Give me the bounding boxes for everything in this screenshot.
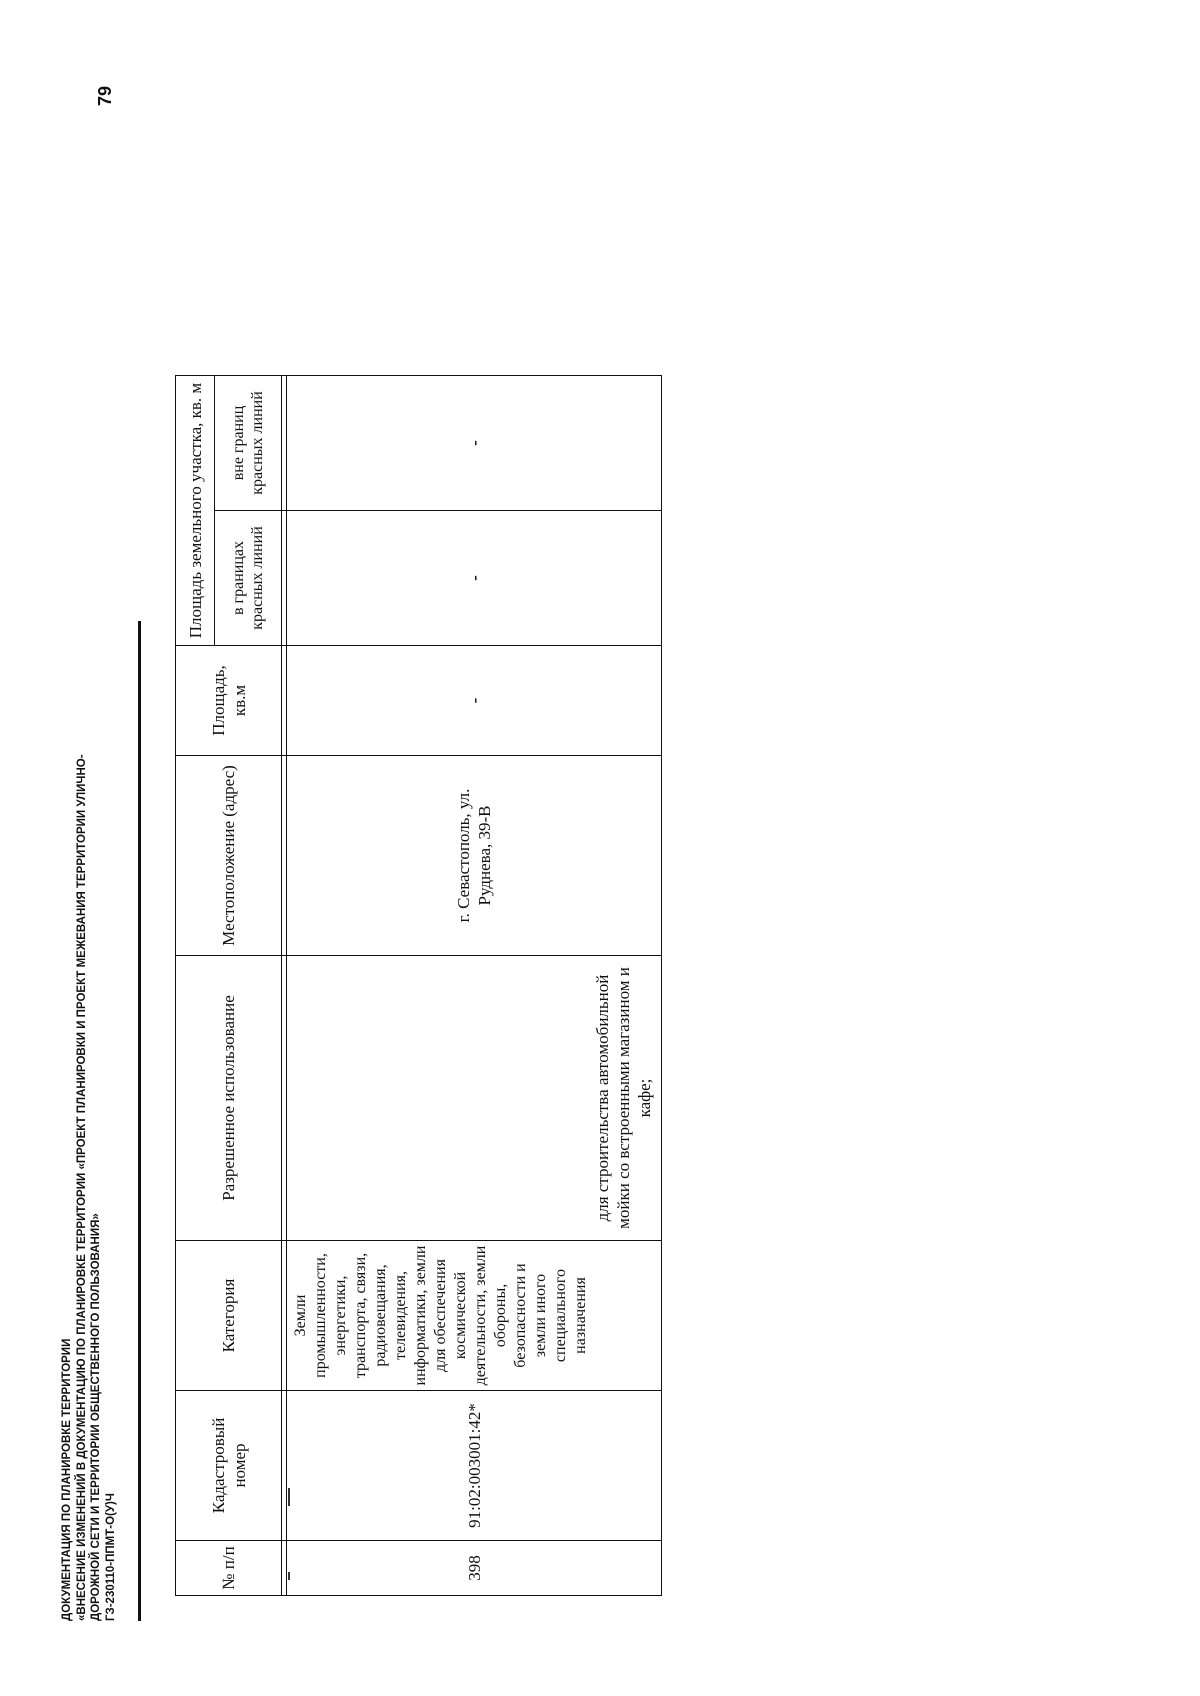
row-num: 398 — [287, 1541, 662, 1596]
land-plots-table — [175, 375, 662, 1596]
header-permitted-use: Разрешенное использование — [176, 956, 282, 1241]
header-plot-area: Площадь земельного участка, кв. м — [176, 376, 215, 646]
page-number: 79 — [95, 85, 115, 106]
scan-artifact — [288, 1488, 290, 1506]
row-permitted-use: для строительства автомобильной мойки со встроенными магазином и кафе; — [287, 956, 662, 1241]
header-num: № п/п — [176, 1541, 282, 1596]
header-area: Площадь, кв.м — [176, 646, 282, 756]
row-outside-red-lines: - — [287, 376, 662, 511]
header-inside-red-lines: в границах красных линий — [215, 511, 282, 646]
header-location: Местоположение (адрес) — [176, 756, 282, 956]
table-header-row — [176, 376, 215, 1596]
row-area: - — [287, 646, 662, 756]
header-cadastral: Кадастровый номер — [176, 1391, 282, 1541]
document-header — [60, 421, 118, 1621]
table-row — [287, 376, 662, 1596]
header-outside-red-lines: вне границ красных линий — [215, 376, 282, 511]
header-line: ДОКУМЕНТАЦИЯ ПО ПЛАНИРОВКЕ ТЕРРИТОРИИ — [61, 1338, 73, 1621]
row-cadastral: 91:02:003001:42* — [287, 1391, 662, 1541]
row-location: г. Севастополь, ул. Руднева, 39-В — [287, 756, 662, 956]
row-inside-red-lines: - — [287, 511, 662, 646]
scan-artifact — [288, 1572, 290, 1580]
row-category: Земли промышленности, энергетики, транспорта, связи, радиовещания, телевидения, информатики, земли для обеспечения космической деятельности, земли обороны, безопасности и земли иного специального назначения — [287, 1241, 662, 1391]
header-divider — [138, 621, 141, 1621]
header-line: ГЗ-230110-ППМТ-О(У)Ч — [104, 1493, 117, 1621]
header-line: ДОРОЖНОЙ СЕТИ И ТЕРРИТОРИИ ОБЩЕСТВЕННОГО ПОЛЬЗОВАНИЯ» — [90, 1213, 102, 1621]
header-line: «ВНЕСЕНИЕ ИЗМЕНЕНИЙ В ДОКУМЕНТАЦИЮ ПО ПЛАНИРОВКЕ ТЕРРИТОРИИ «ПРОЕКТ ПЛАНИРОВКИ И ПРОЕКТ МЕЖЕВАНИЯ ТЕРРИТОРИИ УЛИЧНО- — [75, 754, 88, 1621]
header-category: Категория — [176, 1241, 282, 1391]
